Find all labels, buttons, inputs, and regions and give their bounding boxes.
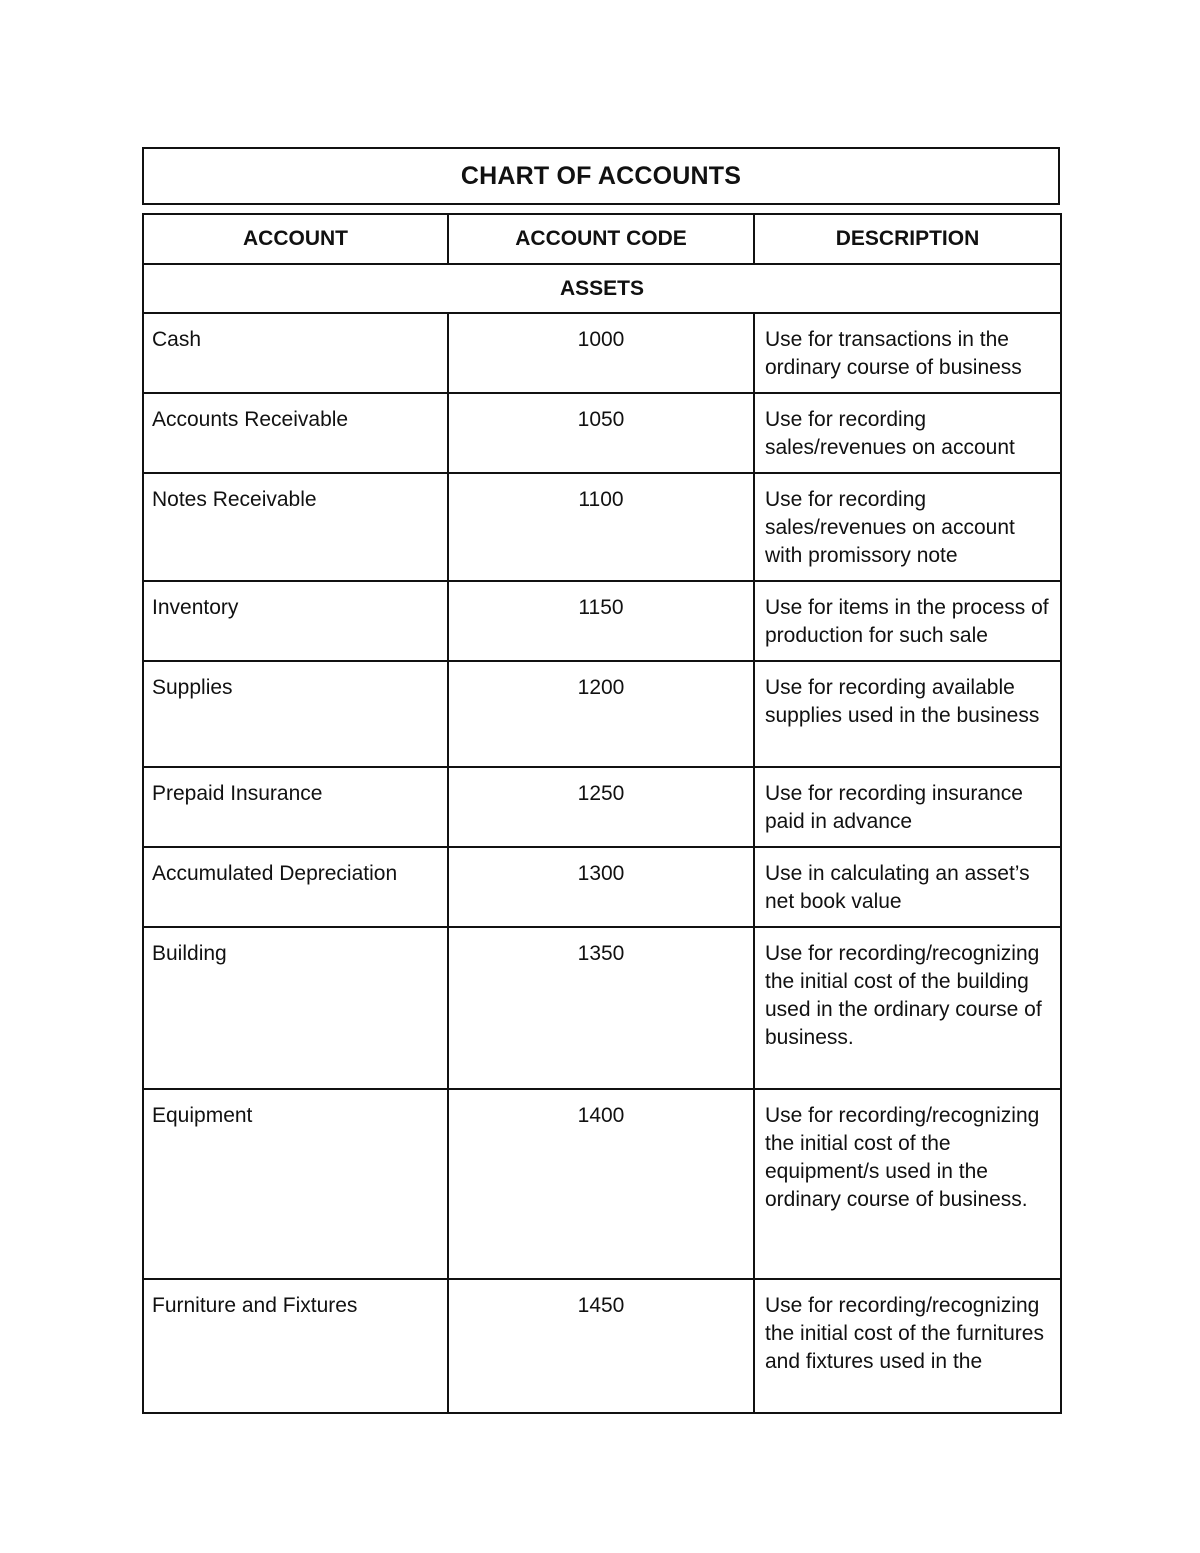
table-row (143, 313, 1061, 393)
table-row (143, 473, 1061, 581)
account-name: Inventory (143, 581, 448, 661)
account-name: Furniture and Fixtures (143, 1279, 448, 1413)
section-row (143, 264, 1061, 313)
account-description: Use for items in the process of production for such sale (754, 581, 1061, 661)
account-code: 1250 (448, 767, 754, 847)
table-row (143, 581, 1061, 661)
account-code: 1300 (448, 847, 754, 927)
table-row (143, 1279, 1061, 1413)
account-code: 1000 (448, 313, 754, 393)
table-row (143, 847, 1061, 927)
account-name: Cash (143, 313, 448, 393)
table-row (143, 1089, 1061, 1279)
account-name: Accounts Receivable (143, 393, 448, 473)
accounts-table (142, 213, 1062, 1414)
table-row (143, 661, 1061, 767)
account-name: Notes Receivable (143, 473, 448, 581)
account-description: Use for recording insurance paid in advance (754, 767, 1061, 847)
table-row (143, 927, 1061, 1089)
table-row (143, 767, 1061, 847)
account-code: 1150 (448, 581, 754, 661)
account-code: 1400 (448, 1089, 754, 1279)
account-code: 1100 (448, 473, 754, 581)
table-row (143, 393, 1061, 473)
account-code: 1450 (448, 1279, 754, 1413)
header-description: DESCRIPTION (754, 214, 1061, 264)
account-description: Use in calculating an asset’s net book value (754, 847, 1061, 927)
account-description: Use for recording sales/revenues on account with promissory note (754, 473, 1061, 581)
account-description: Use for recording sales/revenues on account (754, 393, 1061, 473)
accounts-table-container (142, 213, 1060, 1414)
header-account-code: ACCOUNT CODE (448, 214, 754, 264)
account-description: Use for recording/recognizing the initial cost of the furnitures and fixtures used in the (754, 1279, 1061, 1413)
header-account: ACCOUNT (143, 214, 448, 264)
document-title: CHART OF ACCOUNTS (142, 147, 1060, 205)
section-label-assets: ASSETS (143, 264, 1061, 313)
account-name: Accumulated Depreciation (143, 847, 448, 927)
account-code: 1200 (448, 661, 754, 767)
account-code: 1350 (448, 927, 754, 1089)
table-header-row (143, 214, 1061, 264)
account-description: Use for recording available supplies used in the business (754, 661, 1061, 767)
account-name: Building (143, 927, 448, 1089)
account-description: Use for recording/recognizing the initial cost of the equipment/s used in the ordinary course of business. (754, 1089, 1061, 1279)
account-code: 1050 (448, 393, 754, 473)
account-description: Use for transactions in the ordinary course of business (754, 313, 1061, 393)
account-name: Supplies (143, 661, 448, 767)
account-description: Use for recording/recognizing the initial cost of the building used in the ordinary course of business. (754, 927, 1061, 1089)
account-name: Prepaid Insurance (143, 767, 448, 847)
account-name: Equipment (143, 1089, 448, 1279)
